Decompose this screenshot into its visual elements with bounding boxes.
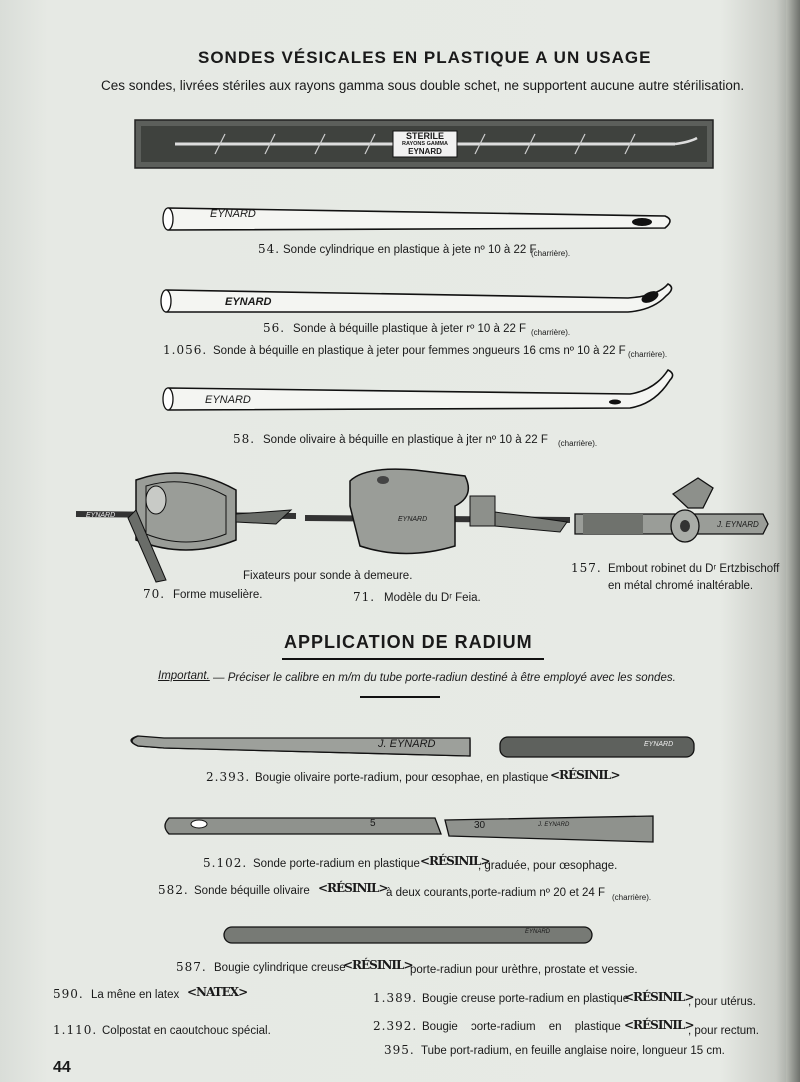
item-582-text-b: à deux courants,porte-radium nº 20 et 24 F — [386, 887, 605, 899]
item-58-note: (charrière). — [558, 439, 598, 448]
resinil-logo: <RÉSINIL> — [550, 768, 620, 782]
item-2392-text-b: , pour rectum. — [688, 1025, 759, 1037]
item-58-number: 58. — [233, 432, 256, 446]
item-5102-text-b: , graduée, pour œsophage. — [478, 860, 618, 872]
item-587-text-b: porte-radiun pour urèthre, prostate et vessie. — [410, 964, 638, 976]
item-71-text: Modèle du Dʳ Feia. — [384, 592, 481, 604]
catheter-54-brand: EYNARD — [210, 208, 256, 220]
item-395-number: 395. — [384, 1043, 415, 1057]
tube-5102-image — [163, 812, 663, 846]
tube-5102-mark-30: 30 — [474, 820, 486, 831]
fixateur-71-image — [305, 466, 570, 561]
item-157-number: 157. — [571, 561, 602, 575]
item-54-number: 54. — [258, 242, 281, 256]
page-number: 44 — [53, 1059, 71, 1076]
package-label-brand: EYNARD — [408, 147, 442, 156]
catheter-58-image — [160, 366, 678, 414]
item-54-text: Sonde cylindrique en plastique à jete nº 10 à 22 F — [283, 244, 537, 256]
package-label-rays: RAYONS GAMMA — [402, 141, 448, 147]
item-1056-number: 1.056. — [163, 343, 208, 357]
separator-rule — [360, 696, 440, 698]
item-2393-text: Bougie olivaire porte-radium, pour œsophae, en plastique — [255, 772, 549, 784]
package-label-sterile: STERILE — [405, 131, 444, 141]
item-54-note: (charrière). — [531, 249, 571, 258]
item-1056-note: (charrière). — [628, 350, 668, 359]
resinil-logo: <RÉSINIL> — [624, 990, 694, 1004]
catheter-56-brand: EYNARD — [225, 296, 272, 308]
item-5102-number: 5.102. — [203, 856, 248, 870]
fixateur-70-brand: EYNARD — [86, 512, 116, 519]
tube-587-brand: EYNARD — [525, 929, 551, 935]
item-1389-number: 1.389. — [373, 991, 418, 1005]
important-label: Important. — [158, 670, 210, 682]
book-spine — [786, 0, 800, 1082]
intro-text: Ces sondes, livrées stériles aux rayons gamma sous double schet, ne supportent aucune autre stérilisation. — [101, 78, 745, 93]
item-1389-text-a: Bougie creuse porte-radium en plastique — [422, 993, 630, 1005]
fixateurs-caption: Fixateurs pour sonde à demeure. — [243, 570, 413, 582]
embout-157-brand: J. EYNARD — [717, 520, 759, 529]
item-70-text: Forme muselière. — [173, 589, 263, 601]
item-582-text-a: Sonde béquille olivaire — [194, 885, 310, 897]
item-5102-text-a: Sonde porte-radium en plastique — [253, 858, 420, 870]
resinil-logo: <RÉSINIL> — [343, 958, 413, 972]
item-587-text-a: Bougie cylindrique creuse — [214, 962, 346, 974]
item-590-text: La mêne en latex — [91, 989, 180, 1001]
radium-title-underline — [282, 658, 544, 660]
fixateur-71-brand: EYNARD — [398, 516, 428, 523]
tube-2393-brand: J. EYNARD — [378, 738, 436, 750]
resinil-logo: <RÉSINIL> — [318, 881, 388, 895]
item-1110-text: Colpostat en caoutchouc spécial. — [102, 1025, 271, 1037]
item-157-text-2: en métal chromé inaltérable. — [608, 580, 754, 592]
item-70-number: 70. — [143, 587, 166, 601]
resinil-logo: <RÉSINIL> — [624, 1018, 694, 1032]
item-395-text: Tube port-radium, en feuille anglaise noire, longueur 15 cm. — [421, 1045, 725, 1057]
item-157-text-1: Embout robinet du Dʳ Ertzbischoff — [608, 563, 780, 575]
item-56-note: (charrière). — [531, 328, 571, 337]
tube-587-image — [222, 924, 594, 946]
item-582-number: 582. — [158, 883, 189, 897]
item-2392-text-a: Bougie ɔorte-radium en plastique — [422, 1021, 621, 1033]
resinil-logo: <RÉSINIL> — [420, 854, 490, 868]
page-title: SONDES VÉSICALES EN PLASTIQUE A UN USAGE — [198, 48, 652, 67]
item-56-text: Sonde à béquille plastique à jeter rº 10 à 22 F — [293, 323, 527, 335]
item-582-note: (charrière). — [612, 893, 652, 902]
item-1056-text: Sonde à béquille en plastique à jeter pour femmes ɔngueurs 16 cms nº 10 à 22 F — [213, 345, 626, 357]
tube-5102-mark-5: 5 — [370, 818, 376, 829]
item-2393-number: 2.393. — [206, 770, 251, 784]
item-58-text: Sonde olivaire à béquille en plastique à jter nº 10 à 22 F — [263, 434, 548, 446]
important-text: — Préciser le calibre en m/m du tube porte-radiun destiné à être employé avec les sondes. — [213, 672, 676, 684]
item-1110-number: 1.110. — [53, 1023, 98, 1037]
item-2392-number: 2.392. — [373, 1019, 418, 1033]
tube-5102-brand: J. EYNARD — [538, 822, 570, 828]
item-587-number: 587. — [176, 960, 207, 974]
natex-logo: <NATEX> — [187, 985, 248, 999]
item-590-number: 590. — [53, 987, 84, 1001]
item-56-number: 56. — [263, 321, 286, 335]
catheter-58-brand: EYNARD — [205, 394, 251, 406]
radium-title: APPLICATION DE RADIUM — [284, 632, 533, 652]
embout-157-image — [573, 474, 771, 554]
item-71-number: 71. — [353, 590, 376, 604]
item-1389-text-b: , pour utérus. — [688, 996, 756, 1008]
tube-2393b-brand: EYNARD — [644, 741, 674, 748]
